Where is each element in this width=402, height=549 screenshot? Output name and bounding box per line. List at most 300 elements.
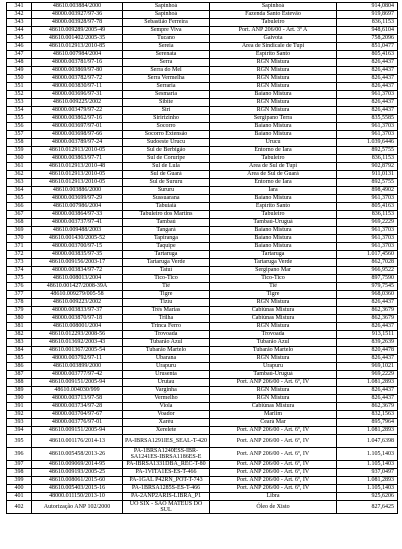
price-value: 1.105,1403: [337, 461, 398, 469]
table-row: [7, 371, 398, 379]
price-value: 862,3679: [337, 403, 398, 411]
reference-location: Baiano Mistura: [210, 91, 337, 99]
row-number: 344: [7, 27, 32, 35]
table-row: [7, 139, 398, 147]
price-value: 758,2096: [337, 35, 398, 43]
row-number: 390: [7, 395, 32, 403]
row-number: 364: [7, 187, 32, 195]
price-value: 1.081,2893: [337, 427, 398, 435]
row-number: 341: [7, 3, 32, 11]
table-row: [7, 51, 398, 59]
field-name: Tigre: [123, 291, 210, 299]
field-name: UO SIX - SÃO MATEUS DO SUL: [123, 501, 210, 514]
price-value: 1.039,6446: [337, 139, 398, 147]
row-number: 353: [7, 99, 32, 107]
reference-location: RGN Mistura: [210, 99, 337, 107]
process-number: 48610.001367/2005-54: [32, 347, 123, 355]
process-number: 48610.008061/2015-60: [32, 477, 123, 485]
row-number: 398: [7, 469, 32, 477]
reference-location: Sergipano Terra: [210, 115, 337, 123]
process-number: 48000.003698/97-66: [32, 131, 123, 139]
process-number: 48610.009151/2005-94: [32, 379, 123, 387]
table-row: [7, 419, 398, 427]
row-number: 347: [7, 51, 32, 59]
price-value: 961,3703: [337, 227, 398, 235]
process-number: 48000.003835/97-35: [32, 251, 123, 259]
price-value: 961,3703: [337, 123, 398, 131]
process-number: 48610.012913/2010-05: [32, 179, 123, 187]
field-name: Tartaruga: [123, 251, 210, 259]
table-row: [7, 3, 398, 11]
price-value: 1.017,4560: [337, 251, 398, 259]
process-number: 48000.003834/97-72: [32, 267, 123, 275]
reference-location: Baiano Mistura: [210, 227, 337, 235]
table-row: [7, 448, 398, 461]
reference-location: Tambaú-Uruguá: [210, 219, 337, 227]
table-row: [7, 67, 398, 75]
table-row: [7, 131, 398, 139]
price-value: 969,2229: [337, 371, 398, 379]
process-number: 48610.005458/2013-26: [32, 448, 123, 461]
field-name: Tabuleiro dos Martins: [123, 211, 210, 219]
table-row: [7, 27, 398, 35]
row-number: 391: [7, 403, 32, 411]
row-number: 400: [7, 485, 32, 493]
table-row: [7, 299, 398, 307]
row-number: 374: [7, 267, 32, 275]
field-name: Trilha: [123, 315, 210, 323]
row-number: 367: [7, 211, 32, 219]
row-number: 351: [7, 83, 32, 91]
reference-location: Port. ANP 206/00 - Art. 6º, IV: [210, 469, 337, 477]
reference-location: RGN Mistura: [210, 107, 337, 115]
reference-location: Port. ANP 206/00 - Art. 6º, IV: [210, 477, 337, 485]
process-number: 48610.012293/2008-56: [32, 331, 123, 339]
field-name: Varginha: [123, 387, 210, 395]
row-number: 345: [7, 35, 32, 43]
price-value: 1.081,2893: [337, 477, 398, 485]
table-row: [7, 411, 398, 419]
price-value: 919,8697: [337, 11, 398, 19]
field-name: Taquipe: [123, 243, 210, 251]
row-number: 362: [7, 171, 32, 179]
process-number: 48610.012913/2010-48: [32, 163, 123, 171]
process-number: 48610.009193/2005-25: [32, 469, 123, 477]
field-name: Sempre Viva: [123, 27, 210, 35]
row-number: 393: [7, 419, 32, 427]
table-row: [7, 227, 398, 235]
table-row: [7, 315, 398, 323]
field-name: Sereia: [123, 43, 210, 51]
row-number: 379: [7, 307, 32, 315]
reference-location: Port. ANP 206/00 - Art. 6º, IV: [210, 485, 337, 493]
process-number: 48000.003776/97-01: [32, 419, 123, 427]
table-row: [7, 211, 398, 219]
price-value: 1.105,1403: [337, 485, 398, 493]
table-row: [7, 291, 398, 299]
row-number: 386: [7, 363, 32, 371]
reference-location: Espírito Santo: [210, 51, 337, 59]
price-value: 961,3703: [337, 243, 398, 251]
reference-location: Baiano Mistura: [210, 123, 337, 131]
row-number: 388: [7, 379, 32, 387]
field-name: Serenata: [123, 51, 210, 59]
reference-location: Tabuleiro: [210, 211, 337, 219]
reference-location: Tigre: [210, 291, 337, 299]
price-value: 826,4437: [337, 107, 398, 115]
reference-location: Tiê: [210, 283, 337, 291]
field-name: Tubarão Azul: [123, 339, 210, 347]
table-row: [7, 363, 398, 371]
process-number: 48610.003886/2000: [32, 187, 123, 195]
reference-location: Port. ANP 206/00 - Art. 6º, IV: [210, 435, 337, 448]
reference-location: Libra: [210, 493, 337, 501]
process-number: 48000.003696/97-31: [32, 91, 123, 99]
process-number: 48610.001427/2008-39A: [32, 283, 123, 291]
price-value: 1.047,6398: [337, 435, 398, 448]
reference-location: Espírito Santo: [210, 203, 337, 211]
process-number: 48000.003927/97-36: [32, 11, 123, 19]
table-row: [7, 251, 398, 259]
reference-location: Tubarão Azul: [210, 339, 337, 347]
row-number: 381: [7, 323, 32, 331]
price-value: 898,4902: [337, 187, 398, 195]
row-number: 376: [7, 283, 32, 291]
price-value: 827,6425: [337, 501, 398, 514]
process-number: 48610.008001/2004: [32, 323, 123, 331]
field-name: PA-IBRSA1331DBA_REC-T-80: [123, 461, 210, 469]
price-value: 862,3679: [337, 315, 398, 323]
price-value: 969,1021: [337, 363, 398, 371]
reference-location: Tubarão Martelo: [210, 347, 337, 355]
price-value: 826,4437: [337, 83, 398, 91]
row-number: 342: [7, 11, 32, 19]
process-number: 48610.012913/2010-85: [32, 43, 123, 51]
field-name: Três Marias: [123, 307, 210, 315]
price-value: 826,4437: [337, 59, 398, 67]
reference-location: Port. ANP 206/00 - Art. 3º A: [210, 27, 337, 35]
process-number: 48610.007984/2004: [32, 51, 123, 59]
table-row: [7, 477, 398, 485]
reference-location: Entorno de Iara: [210, 147, 337, 155]
field-name: Tizíu: [123, 299, 210, 307]
reference-location: Tabuleiro: [210, 19, 337, 27]
reference-location: Tartaruga Verde: [210, 259, 337, 267]
price-value: 805,4163: [337, 203, 398, 211]
process-number: 48000.003863/97-71: [32, 155, 123, 163]
process-number: 48000.003862/97-16: [32, 115, 123, 123]
row-number: 368: [7, 219, 32, 227]
process-number: 48000.003479/97-22: [32, 107, 123, 115]
field-name: Ubarana: [123, 355, 210, 363]
table-row: [7, 501, 398, 514]
process-number: 48610.009488/2003: [32, 227, 123, 235]
table-row: [7, 403, 398, 411]
field-name: Siririzinho: [123, 115, 210, 123]
reference-location: Port. ANP 206/00 - Art. 6º, IV: [210, 448, 337, 461]
table-row: [7, 203, 398, 211]
field-name: Socorro Extensão: [123, 131, 210, 139]
field-name: Sul de Coruripe: [123, 155, 210, 163]
table-row: [7, 355, 398, 363]
reference-location: RGN Mistura: [210, 323, 337, 331]
process-number: 48610.001402/2005-35: [32, 35, 123, 43]
table-row: [7, 147, 398, 155]
field-name: Sul de Sururu: [123, 179, 210, 187]
table-body: [7, 3, 398, 514]
process-number: 48610.003899/2000: [32, 363, 123, 371]
process-number: 48610.008013/2004: [32, 275, 123, 283]
process-number: 48000.003700/97-15: [32, 243, 123, 251]
process-number: 48000.003864/97-33: [32, 211, 123, 219]
field-name: Sapinhoá: [123, 11, 210, 19]
reference-location: Entorno de Iara: [210, 179, 337, 187]
row-number: 373: [7, 259, 32, 267]
reference-location: Ceará Mar: [210, 419, 337, 427]
field-name: Urapuru: [123, 363, 210, 371]
table-row: [7, 179, 398, 187]
process-number: 48000.003697/97-01: [32, 123, 123, 131]
table-row: [7, 59, 398, 67]
row-number: 357: [7, 131, 32, 139]
reference-location: RGN Mistura: [210, 83, 337, 91]
row-number: 358: [7, 139, 32, 147]
table-row: [7, 307, 398, 315]
table-row: [7, 323, 398, 331]
process-number: 48610.009279/005-58: [32, 291, 123, 299]
field-name: Tatuí: [123, 267, 210, 275]
price-value: 966,9522: [337, 267, 398, 275]
table-row: [7, 195, 398, 203]
row-number: 384: [7, 347, 32, 355]
field-name: Viola: [123, 403, 210, 411]
table-row: [7, 19, 398, 27]
field-name: Serra Vermelha: [123, 75, 210, 83]
price-value: 892,5755: [337, 147, 398, 155]
field-name: Tico-Tico: [123, 275, 210, 283]
process-number: 48000.003870/97-18: [32, 315, 123, 323]
reference-location: Baiano Mistura: [210, 195, 337, 203]
price-value: 902,8792: [337, 163, 398, 171]
field-name: Sebastião Ferreira: [123, 19, 210, 27]
process-number: 48000.003792/97-11: [32, 355, 123, 363]
reference-location: RGN Mistura: [210, 75, 337, 83]
field-name: Tapiranga: [123, 235, 210, 243]
process-number: Autorização ANP 102/2000: [32, 501, 123, 514]
table-row: [7, 75, 398, 83]
price-value: 979,7545: [337, 283, 398, 291]
field-name: Sul de Guará: [123, 171, 210, 179]
reference-location: Área de Sindicale de Tupi: [210, 43, 337, 51]
reference-location: Tambaú-Uruguá: [210, 371, 337, 379]
reference-location: Cabiúnas Mistura: [210, 315, 337, 323]
row-number: 394: [7, 427, 32, 435]
reference-location: Port. ANP 206/00 - Art. 6º, IV: [210, 461, 337, 469]
price-value: 851,0477: [337, 43, 398, 51]
price-value: 961,3703: [337, 131, 398, 139]
reference-location: Cabiúnas Mistura: [210, 403, 337, 411]
row-number: 395: [7, 435, 32, 448]
process-number: 48000.003713/97-58: [32, 395, 123, 403]
process-number: 48610.012913/2010-05: [32, 147, 123, 155]
row-number: 360: [7, 155, 32, 163]
table-row: [7, 155, 398, 163]
price-value: 892,5755: [337, 179, 398, 187]
reference-location: Tico-Tico: [210, 275, 337, 283]
price-value: 826,4437: [337, 299, 398, 307]
table-row: [7, 35, 398, 43]
reference-location: Marlim: [210, 411, 337, 419]
table-row: [7, 267, 398, 275]
field-name: Tiê: [123, 283, 210, 291]
row-number: 401: [7, 493, 32, 501]
process-number: 48000.003869/97-80: [32, 67, 123, 75]
field-name: Vermelho: [123, 395, 210, 403]
fields-price-table: [6, 2, 398, 514]
reference-location: RGN Mistura: [210, 395, 337, 403]
row-number: 397: [7, 461, 32, 469]
row-number: 369: [7, 227, 32, 235]
table-row: [7, 275, 398, 283]
price-value: 826,4437: [337, 395, 398, 403]
row-number: 372: [7, 251, 32, 259]
table-row: [7, 283, 398, 291]
row-number: 354: [7, 107, 32, 115]
price-value: 961,3703: [337, 195, 398, 203]
row-number: 365: [7, 195, 32, 203]
price-value: 839,2639: [337, 339, 398, 347]
row-number: 350: [7, 75, 32, 83]
field-name: Trovoada: [123, 331, 210, 339]
row-number: 375: [7, 275, 32, 283]
reference-location: Sergipano Mar: [210, 267, 337, 275]
price-value: 826,4437: [337, 355, 398, 363]
reference-location: Port. ANP 206/00 - Art. 6º, IV: [210, 427, 337, 435]
field-name: PA-1BRSA1285S-ES-T-466: [123, 485, 210, 493]
table-row: [7, 107, 398, 115]
price-value: 836,1153: [337, 19, 398, 27]
table-row: [7, 123, 398, 131]
field-name: PA-2ANP2ARIS-LIBRA_P1: [123, 493, 210, 501]
table-row: [7, 83, 398, 91]
price-value: 826,4437: [337, 323, 398, 331]
reference-location: Fazenda Santo Estevão: [210, 11, 337, 19]
process-number: 48610.001176/2014-13: [32, 435, 123, 448]
reference-location: Área de Sul de Guará: [210, 171, 337, 179]
price-value: 836,1153: [337, 211, 398, 219]
reference-location: RGN Mistura: [210, 355, 337, 363]
process-number: 48000.003777/97-42: [32, 371, 123, 379]
field-name: Tartaruga Verde: [123, 259, 210, 267]
reference-location: Baiano Mistura: [210, 131, 337, 139]
price-value: 826,4437: [337, 387, 398, 395]
price-value: 820,4478: [337, 347, 398, 355]
field-name: Serra do Mel: [123, 67, 210, 75]
row-number: 385: [7, 355, 32, 363]
row-number: 382: [7, 331, 32, 339]
field-name: Voador: [123, 411, 210, 419]
field-name: Socorro: [123, 123, 210, 131]
price-value: 948,6104: [337, 27, 398, 35]
process-number: 48610.003884/2000: [32, 3, 123, 11]
field-name: Sudoeste Urucu: [123, 139, 210, 147]
reference-location: Tartaruga: [210, 251, 337, 259]
price-value: 897,7590: [337, 275, 398, 283]
price-value: 826,4437: [337, 75, 398, 83]
field-name: Tangará: [123, 227, 210, 235]
process-number: 48000.003704/97-67: [32, 411, 123, 419]
process-number: 48610.009223/2002: [32, 299, 123, 307]
field-name: Tambaú: [123, 219, 210, 227]
row-number: 380: [7, 315, 32, 323]
field-name: Tucano: [123, 35, 210, 43]
process-number: 48000.003789/97-24: [32, 139, 123, 147]
row-number: 383: [7, 339, 32, 347]
row-number: 396: [7, 448, 32, 461]
field-name: Urusenta: [123, 371, 210, 379]
field-name: Trinca Ferro: [123, 323, 210, 331]
row-number: 348: [7, 59, 32, 67]
price-value: 914,0804: [337, 3, 398, 11]
price-value: 805,4163: [337, 51, 398, 59]
price-value: 835,5585: [337, 115, 398, 123]
table-row: [7, 339, 398, 347]
price-value: 826,4437: [337, 99, 398, 107]
field-name: Sapinhoá: [123, 3, 210, 11]
process-number: 48000.003737/97-41: [32, 219, 123, 227]
reference-location: Urucu: [210, 139, 337, 147]
price-value: 862,7028: [337, 259, 398, 267]
table-row: [7, 91, 398, 99]
process-number: 48000.003833/97-37: [32, 307, 123, 315]
field-name: Sul de Berbigão: [123, 147, 210, 155]
row-number: 392: [7, 411, 32, 419]
row-number: 361: [7, 163, 32, 171]
process-number: 48000.003699/97-29: [32, 195, 123, 203]
price-value: 925,6206: [337, 493, 398, 501]
field-name: PA-1BRSA1240ESS-IBR-SA1241ES-IBRSA1186ES-E: [123, 448, 210, 461]
reference-location: Trovoada: [210, 331, 337, 339]
price-value: 836,1153: [337, 155, 398, 163]
process-number: 48610.009225/2002: [32, 99, 123, 107]
reference-location: Cabiúnas Mistura: [210, 307, 337, 315]
table-row: [7, 243, 398, 251]
price-value: 969,2229: [337, 219, 398, 227]
document-table-page: [6, 2, 394, 514]
process-number: 48000.003782/97-72: [32, 75, 123, 83]
row-number: 389: [7, 387, 32, 395]
table-row: [7, 99, 398, 107]
process-number: 48610.007986/2004: [32, 203, 123, 211]
price-value: 911,0131: [337, 171, 398, 179]
row-number: 370: [7, 235, 32, 243]
table-row: [7, 469, 398, 477]
price-value: 862,3679: [337, 307, 398, 315]
table-row: [7, 435, 398, 448]
table-row: [7, 171, 398, 179]
field-name: Xaréu: [123, 419, 210, 427]
field-name: Serraria: [123, 83, 210, 91]
table-row: [7, 235, 398, 243]
field-name: Sibite: [123, 99, 210, 107]
process-number: 48610.009151/2005-94: [32, 427, 123, 435]
price-value: 832,1563: [337, 411, 398, 419]
reference-location: RGN Mistura: [210, 67, 337, 75]
price-value: 961,3703: [337, 235, 398, 243]
field-name: Sussuarana: [123, 195, 210, 203]
row-number: 346: [7, 43, 32, 51]
field-name: Tubarão Martelo: [123, 347, 210, 355]
